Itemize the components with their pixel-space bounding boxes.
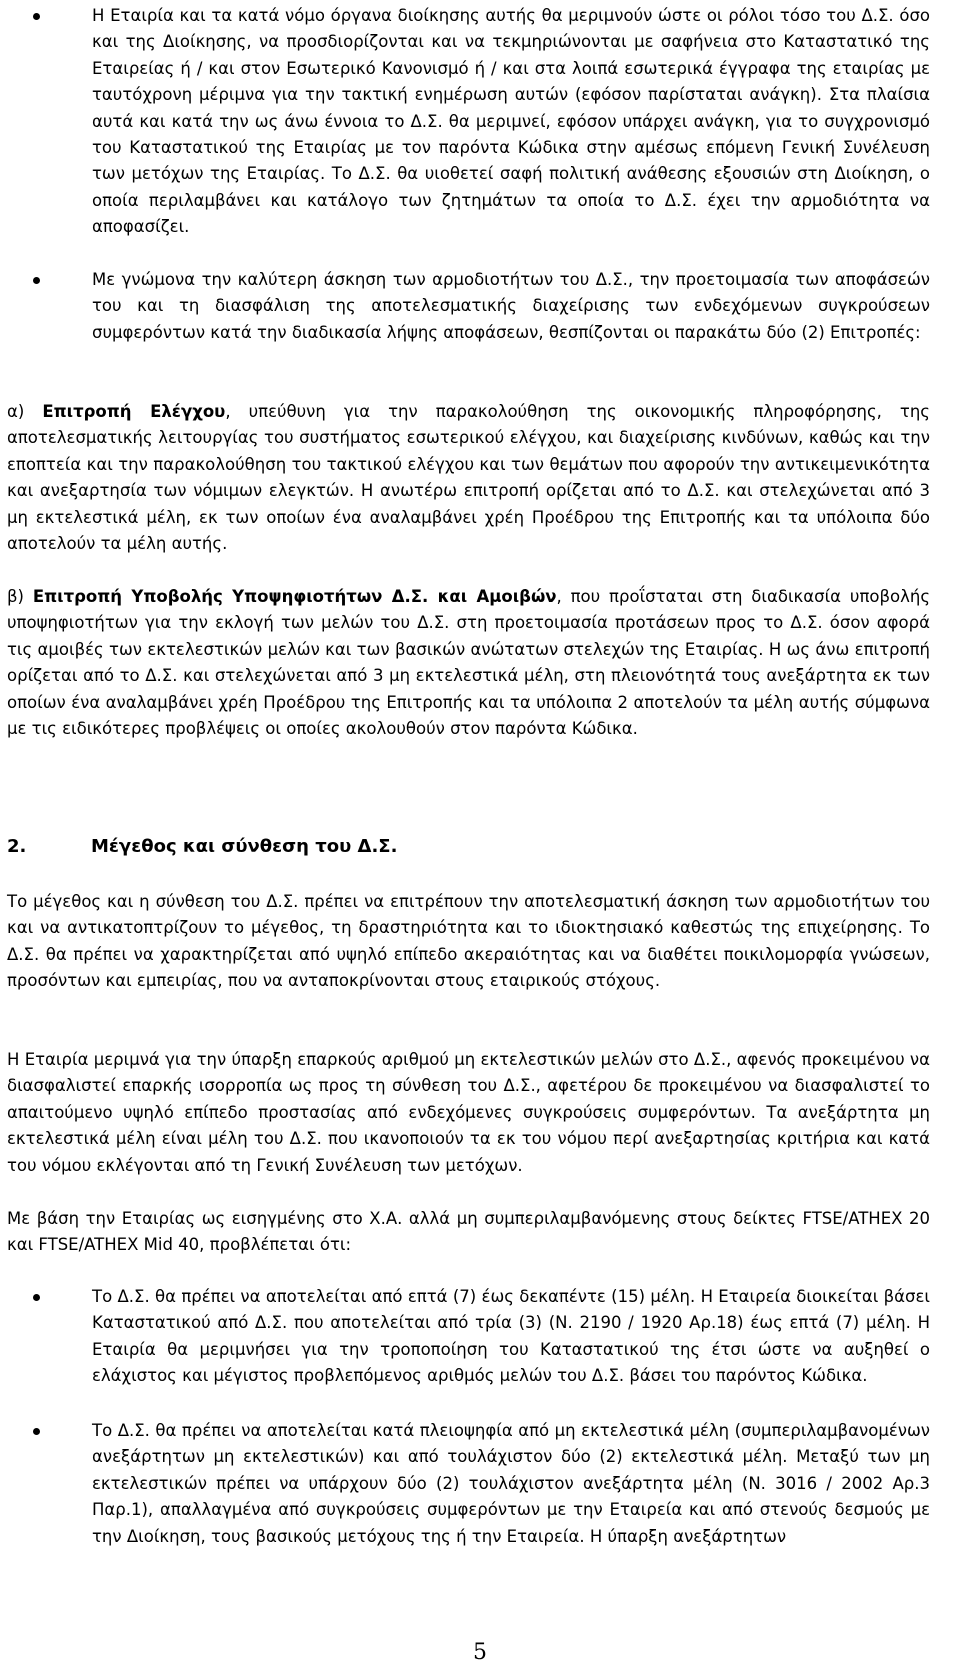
committee-b-paragraph: [7, 584, 930, 742]
committee-a-paragraph: [7, 399, 930, 557]
page-number: 5: [473, 1640, 487, 1665]
bullet-icon: [33, 1428, 40, 1435]
bullet-icon: [33, 277, 40, 284]
section-title: Μέγεθος και σύνθεση του Δ.Σ.: [91, 836, 398, 857]
paragraph: Το μέγεθος και η σύνθεση του Δ.Σ. πρέπει να επιτρέπουν την αποτελεσματική άσκηση των αρμοδιοτήτων του και να αντικατοπτρίζουν το μέγεθος, τη δραστηριότητα και το ιδιοκτησιακό καθεστώς της επιχείρησης. Το Δ.Σ. θα πρέπει να χαρακτηρίζεται από υψηλό επίπεδο ακεραιότητας και να διαθέτει ποικιλομορφία γνώσεων, προσόντων και εμπειρίας, που να ανταποκρίνονται στους εταιρικούς στόχους.: [7, 892, 930, 991]
paragraph: Με βάση την Εταιρίας ως εισηγμένης στο Χ.Α. αλλά μη συμπεριλαμβανόμενης στους δείκτες FTSE/ATHEX 20 και FTSE/ATHEX Mid 40, προβλέπεται ότι:: [7, 1209, 930, 1255]
committee-a-text: , υπεύθυνη για την παρακολούθηση της οικονομικής πληροφόρησης, της αποτελεσματικής λειτουργίας του συστήματος εσωτερικού ελέγχου, και διαχείρισης κινδύνων, καθώς και την εποπτεία και την παρακολούθηση του τακτικού ελέγχου και των θεμάτων που αφορούν την αντικειμενικότητα και ανεξαρτησία των νόμιμων ελεγκτών. Η ανωτέρω επιτροπή ορίζεται από το Δ.Σ. και στελεχώνεται από 3 μη εκτελεστικά μέλη, εκ των οποίων ένα αναλαμβάνει χρέη Προέδρου της Επιτροπής και τα υπόλοιπα δύο αποτελούν τα μέλη αυτής.: [7, 402, 930, 554]
committee-a-prefix: α): [7, 402, 43, 421]
committee-b-name: Επιτροπή Υποβολής Υποψηφιοτήτων Δ.Σ. και Αμοιβών: [32, 587, 557, 606]
bullet-icon: [33, 13, 40, 20]
list-item-text: Το Δ.Σ. θα πρέπει να αποτελείται κατά πλειοψηφία από μη εκτελεστικά μέλη (συμπεριλαμβανομένων ανεξάρτητων μη εκτελεστικών) και από τουλάχιστον δύο (2) εκτελεστικά μέλη. Μεταξύ των μη εκτελεστικών πρέπει να υπάρχουν δύο (2) τουλάχιστον ανεξάρτητα μέλη (Ν. 3016 / 2002 Αρ.3 Παρ.1), απαλλαγμένα από συγκρούσεις συμφερόντων με την Εταιρεία και από στενούς δεσμούς με την Διοίκηση, τους βασικούς μετόχους της ή την Εταιρεία. Η ύπαρξη ανεξάρτητων: [92, 1421, 930, 1546]
bullet-icon: [33, 1294, 40, 1301]
section-number: 2.: [7, 836, 27, 857]
committee-b-text: , που προΐσταται στη διαδικασία υποβολής υποψηφιοτήτων για την εκλογή των μελών του Δ.Σ. στη προετοιμασία προτάσεων προς το Δ.Σ. όσον αφορά τις αμοιβές των εκτελεστικών μελών και των βασικών ανώτατων στελεχών της Εταιρίας. Η ως άνω επιτροπή ορίζεται από το Δ.Σ. και στελεχώνεται από 3 μη εκτελεστικά μέλη, στη πλειονότητά τους ανεξάρτητα εκ των οποίων ένα αναλαμβάνει χρέη Προέδρου της Επιτροπής και τα υπόλοιπα 2 αποτελούν τα μέλη αυτής σύμφωνα με τις ειδικότερες προβλέψεις οι οποίες ακολουθούν στον παρόντα Κώδικα.: [7, 587, 931, 739]
list-item-text: Η Εταιρία και τα κατά νόμο όργανα διοίκησης αυτής θα μεριμνούν ώστε οι ρόλοι τόσο του Δ.Σ. όσο και της Διοίκησης, να προσδιορίζονται και να τεκμηριώνονται με σαφήνεια στο Καταστατικό της Εταιρείας ή / και στον Εσωτερικό Κανονισμό ή / και στα λοιπά εσωτερικά έγγραφα της εταιρίας με ταυτόχρονη μέριμνα για την τακτική ενημέρωση αυτών (εφόσον παρίσταται ανάγκη). Στα πλαίσια αυτά και κατά την ως άνω έννοια το Δ.Σ. θα μεριμνεί, εφόσον υπάρχει ανάγκη, για το συγχρονισμό του Καταστατικού της Εταιρίας με τον παρόντα Κώδικα στην αμέσως επόμενη Γενική Συνέλευση των μετόχων της Εταιρίας. Το Δ.Σ. θα υιοθετεί σαφή πολιτική ανάθεσης εξουσιών στη Διοίκηση, ο οποία περιλαμβάνει και κατάλογο των ζητημάτων τα οποία το Δ.Σ. έχει την αρμοδιότητα να αποφασίζει.: [92, 6, 930, 237]
list-item-text: Το Δ.Σ. θα πρέπει να αποτελείται από επτά (7) έως δεκαπέντε (15) μέλη. Η Εταιρεία διοικείται βάσει Καταστατικού από Δ.Σ. που αποτελείται από τρία (3) (Ν. 2190 / 1920 Αρ.18) έως επτά (7) μέλη. Η Εταιρία θα μεριμνήσει για την τροποποίηση του Καταστατικού της έτσι ώστε να αυξηθεί ο ελάχιστος και μέγιστος προβλεπόμενος αριθμός μελών του Δ.Σ. βάσει του παρόντος Κώδικα.: [92, 1287, 930, 1386]
paragraph: Η Εταιρία μεριμνά για την ύπαρξη επαρκούς αριθμού μη εκτελεστικών μελών στο Δ.Σ., αφενός προκειμένου να διασφαλιστεί επαρκής ισορροπία ως προς τη σύνθεση του Δ.Σ., αφετέρου δε προκειμένου να διασφαλιστεί το απαιτούμενο υψηλό επίπεδο προστασίας από ενδεχόμενες συγκρούσεις συμφερόντων. Τα ανεξάρτητα μη εκτελεστικά μέλη είναι μέλη του Δ.Σ. που ικανοποιούν τα εκ του νόμου περί ανεξαρτησίας κριτήρια και κατά του νόμου εκλέγονται από τη Γενική Συνέλευση των μετόχων.: [7, 1050, 930, 1175]
list-item-text: Με γνώμονα την καλύτερη άσκηση των αρμοδιοτήτων του Δ.Σ., την προετοιμασία των αποφάσεών του και τη διασφάλιση της αποτελεσματικής διαχείρισης των ενδεχόμενων συγκρούσεων συμφερόντων κατά την διαδικασία λήψης αποφάσεων, θεσπίζονται οι παρακάτω δύο (2) Επιτροπές:: [92, 270, 930, 342]
committee-b-prefix: β): [7, 587, 33, 606]
committee-a-name: Επιτροπή Ελέγχου: [42, 402, 226, 421]
